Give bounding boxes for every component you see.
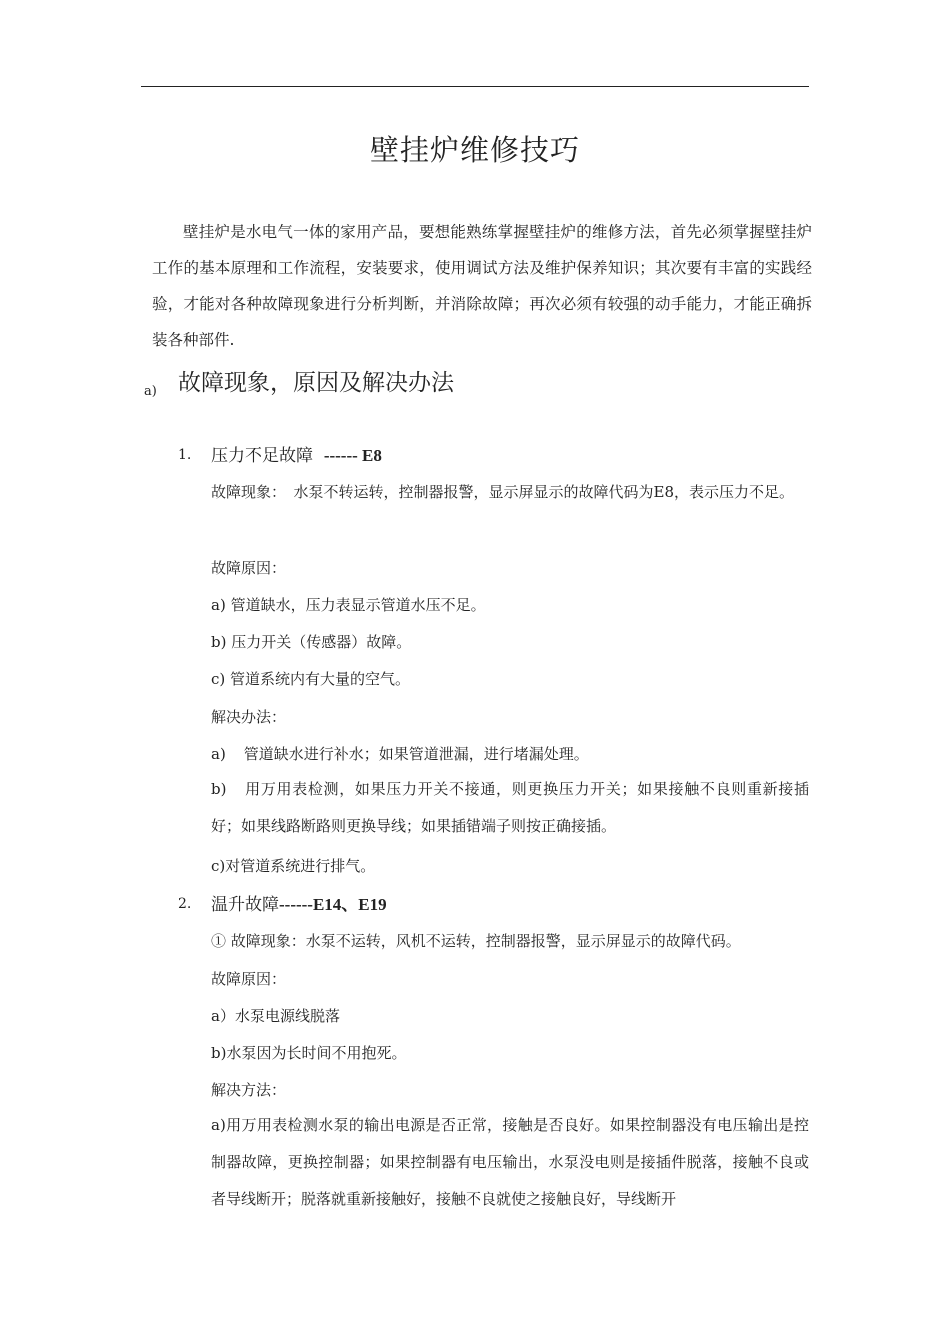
cause-item: b)水泵因为长时间不用抱死。 — [211, 1044, 407, 1062]
symptom-text: ① 故障现象：水泵不运转，风机不运转，控制器报警，显示屏显示的故障代码。 — [211, 932, 741, 950]
section-marker: a) — [144, 384, 157, 399]
solution-marker: b) — [211, 780, 227, 798]
solution-item: c)对管道系统进行排气。 — [211, 857, 376, 875]
page-title — [0, 128, 950, 169]
intro-paragraph: 壁挂炉是水电气一体的家用产品，要想能熟练掌握壁挂炉的维修方法，首先必须掌握壁挂炉工作的基本原理和工作流程，安装要求，使用调试方法及维护保养知识；其次要有丰富的实践经验，才能对各种故障现象进行分析判断，并消除故障；再次必须有较强的动手能力，才能正确拆装各种部件. — [152, 223, 812, 349]
item-heading-text: 压力不足故障 — [211, 446, 313, 466]
error-code: ------ E8 — [323, 446, 382, 465]
item-number: 2. — [178, 896, 192, 912]
item-heading — [211, 441, 382, 466]
header-rule — [141, 86, 809, 87]
item-number: 1. — [178, 447, 192, 463]
symptom-text: 故障现象： 水泵不转运转，控制器报警，显示屏显示的故障代码为E8，表示压力不足。 — [211, 483, 794, 501]
cause-item: a）水泵电源线脱落 — [211, 1007, 340, 1025]
solution-item: a)用万用表检测水泵的输出电源是否正常，接触是否良好。如果控制器没有电压输出是控制器故障，更换控制器；如果控制器有电压输出，水泵没电则是接插件脱落，接触不良或者导线断开；脱落就重新接触好，接触不良就使之接触良好，导线断开 — [211, 1116, 809, 1208]
error-code: ------E14、E19 — [279, 895, 387, 914]
solution-text: 管道缺水进行补水；如果管道泄漏，进行堵漏处理。 — [243, 745, 589, 763]
solution-marker: a) — [211, 745, 226, 763]
cause-item: b) 压力开关（传感器）故障。 — [211, 633, 412, 651]
solution-text: 用万用表检测，如果压力开关不接通，则更换压力开关；如果接触不良则重新接插好；如果线路断路则更换导线；如果插错端子则按正确接插。 — [211, 780, 809, 835]
cause-label: 故障原因： — [211, 970, 287, 988]
cause-label: 故障原因： — [211, 559, 287, 577]
solution-label: 解决方法： — [211, 1081, 287, 1099]
solution-item — [211, 743, 809, 764]
cause-item: a) 管道缺水，压力表显示管道水压不足。 — [211, 596, 486, 614]
page-title-text: 壁挂炉维修技巧 — [369, 133, 580, 167]
item-heading — [211, 890, 387, 915]
item-heading-text: 温升故障 — [211, 895, 279, 915]
cause-item: c) 管道系统内有大量的空气。 — [211, 670, 411, 688]
solution-label: 解决办法： — [211, 708, 287, 726]
section-heading: 故障现象，原因及解决办法 — [178, 370, 454, 396]
solution-item — [211, 771, 809, 845]
